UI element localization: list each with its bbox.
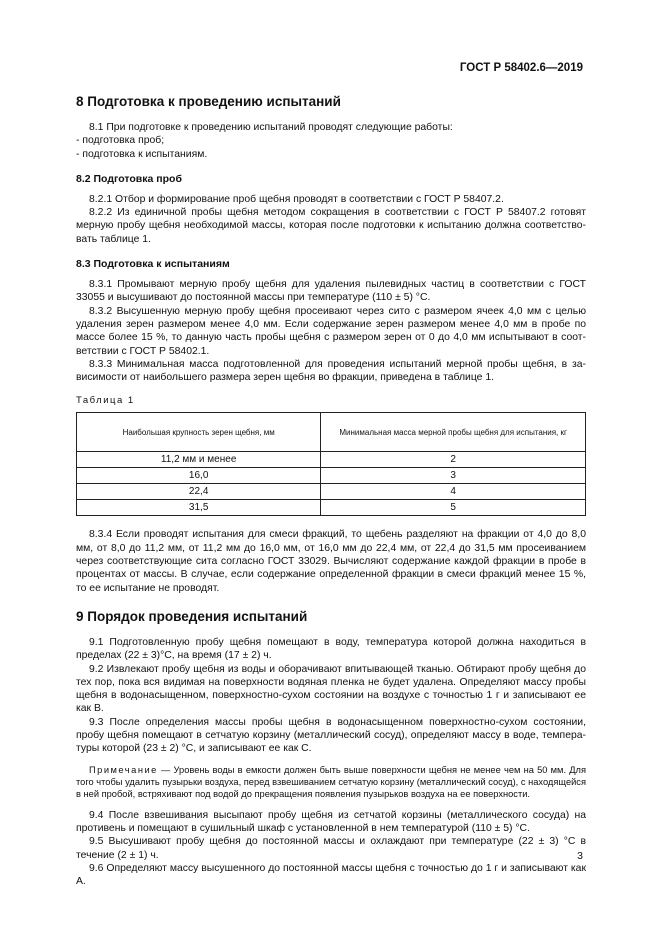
list-item-prep-samples: - подготовка проб; [76,135,165,147]
note-label: Примечание [89,764,158,775]
table-cell: 4 [321,484,586,500]
table-header-grain-size: Наибольшая крупность зерен щебня, мм [77,413,321,452]
section-9-heading: 9 Порядок проведения испытаний [76,608,308,624]
paragraph-8-2-2: 8.2.2 Из единичной пробы щебня методом сокращения в соответствии с ГОСТ Р 58407.2 готовят мерную пробу щебня необходимой массы, которая после подготовки к испытанию должна соответствовать таблице 1. [76,207,586,245]
paragraph-9-2: 9.2 Извлекают пробу щебня из воды и оборачивают впитывающей тканью. Обтирают пробу щебня до тех пор, пока вся видимая на поверхности водяная пленка не будет удалена. Определяют массу пробы щебня в водонасыщенном, поверхностно-сухом состоянии на воздухе с точностью 1 г и записывают ее как В. [76,663,586,715]
paragraph-9-4: 9.4 После взвешивания высыпают пробу щебня из сетчатой корзины (металлического сосуда) на противень и помещают в сушильный шкаф с установленной в нем температурой (110 ± 5) °С. [76,809,586,835]
paragraph-8-3-2: 8.3.2 Высушенную мерную пробу щебня просеивают через сито с размером ячеек 4,0 мм с целью удаления зерен размером менее 4,0 мм. Если содержание зерен размером менее 4,0 мм в пробе по массе более 15 %, то данную часть пробы щебня с размером зерен от 0 до 4,0 мм испытывают в соответствии с ГОСТ Р 58402.1. [76,305,586,357]
table-cell: 31,5 [77,500,321,516]
table-cell: 16,0 [77,468,321,484]
paragraph-8-3-4: 8.3.4 Если проводят испытания для смеси фракций, то щебень разделяют на фракции от 4,0 до 8,0 мм, от 8,0 до 11,2 мм, от 11,2 мм до 16,0 мм, от 16,0 мм до 22,4 мм, от 22,4 до 31,5 мм просеиванием через соответствующие сита согласно ГОСТ 33029. Вычисляют содержание каждой фракции в пробе в процентах от массы. В случае, если содержание определенной фракции в смеси фракций менее 15 %, то ее испытание не проводят. [76,529,586,594]
document-body [76,94,586,889]
table-header-row [77,413,586,452]
table-1 [76,412,586,516]
table-cell: 11,2 мм и менее [77,452,321,468]
paragraph-8-3-3: 8.3.3 Минимальная масса подготовленной для проведения испытаний мерной пробы щебня, в зависимости от наибольшего размера зерен щебня во фракции, приведена в таблице 1. [76,358,586,384]
note-text: — Уровень воды в емкости должен быть выше поверхности щебня не менее чем на 50 мм. Для того чтобы удалить пузырьки воздуха, перед взвешиванием сетчатую корзину (металлический сосуд), с находящейся в ней пробой, встряхивают под водой до прекращения появления пузырьков воздуха на ее поверхности. [76,764,586,800]
table-row [77,452,586,468]
table-row [77,484,586,500]
table-row [77,468,586,484]
subsection-8-2-heading: 8.2 Подготовка проб [76,172,182,185]
paragraph-9-6: 9.6 Определяют массу высушенного до постоянной массы щебня с точностью до 1 г и записывают как А. [76,863,586,888]
subsection-8-3-heading: 8.3 Подготовка к испытаниям [76,258,230,271]
list-item-prep-tests: - подготовка к испытаниям. [76,148,208,160]
page-number: 3 [577,850,583,862]
paragraph-8-1: 8.1 При подготовке к проведению испытаний проводят следующие работы: [89,122,453,133]
section-8-heading: 8 Подготовка к проведению испытаний [76,94,341,109]
table-cell: 3 [321,468,586,484]
document-header-id: ГОСТ Р 58402.6—2019 [459,62,583,74]
table-cell: 22,4 [77,484,321,500]
paragraph-9-5: 9.5 Высушивают пробу щебня до постоянной массы и охлаждают при температуре (22 ± 3) °С в течение (2 ± 1) ч. [76,836,586,861]
paragraph-9-1: 9.1 Подготовленную пробу щебня помещают в воду, температура которой должна находиться в пределах (22 ± 3)°С, на время (17 ± 2) ч. [76,636,586,662]
paragraph-8-3-1: 8.3.1 Промывают мерную пробу щебня для удаления пылевидных частиц в соответствии с ГОСТ 33055 и высушивают до постоянной массы при температуре (110 ± 5) °С. [76,279,586,304]
table-cell: 5 [321,500,586,516]
table-cell: 2 [321,452,586,468]
table-header-min-mass: Минимальная масса мерной пробы щебня для испытания, кг [321,413,586,452]
paragraph-9-3: 9.3 После определения массы пробы щебня в водонасыщенном поверхностно-сухом состоянии, пробу щебня помещают в сетчатую корзину (металлический сосуд), определяют массу в воде, температуры которой (23 ± 2) °С, и записывают ее как С. [76,716,586,755]
note-block [76,764,586,801]
table-caption: Таблица 1 [76,395,135,407]
paragraph-8-2-1: 8.2.1 Отбор и формирование проб щебня проводят в соответствии с ГОСТ Р 58407.2. [89,193,504,205]
table-row [77,500,586,516]
